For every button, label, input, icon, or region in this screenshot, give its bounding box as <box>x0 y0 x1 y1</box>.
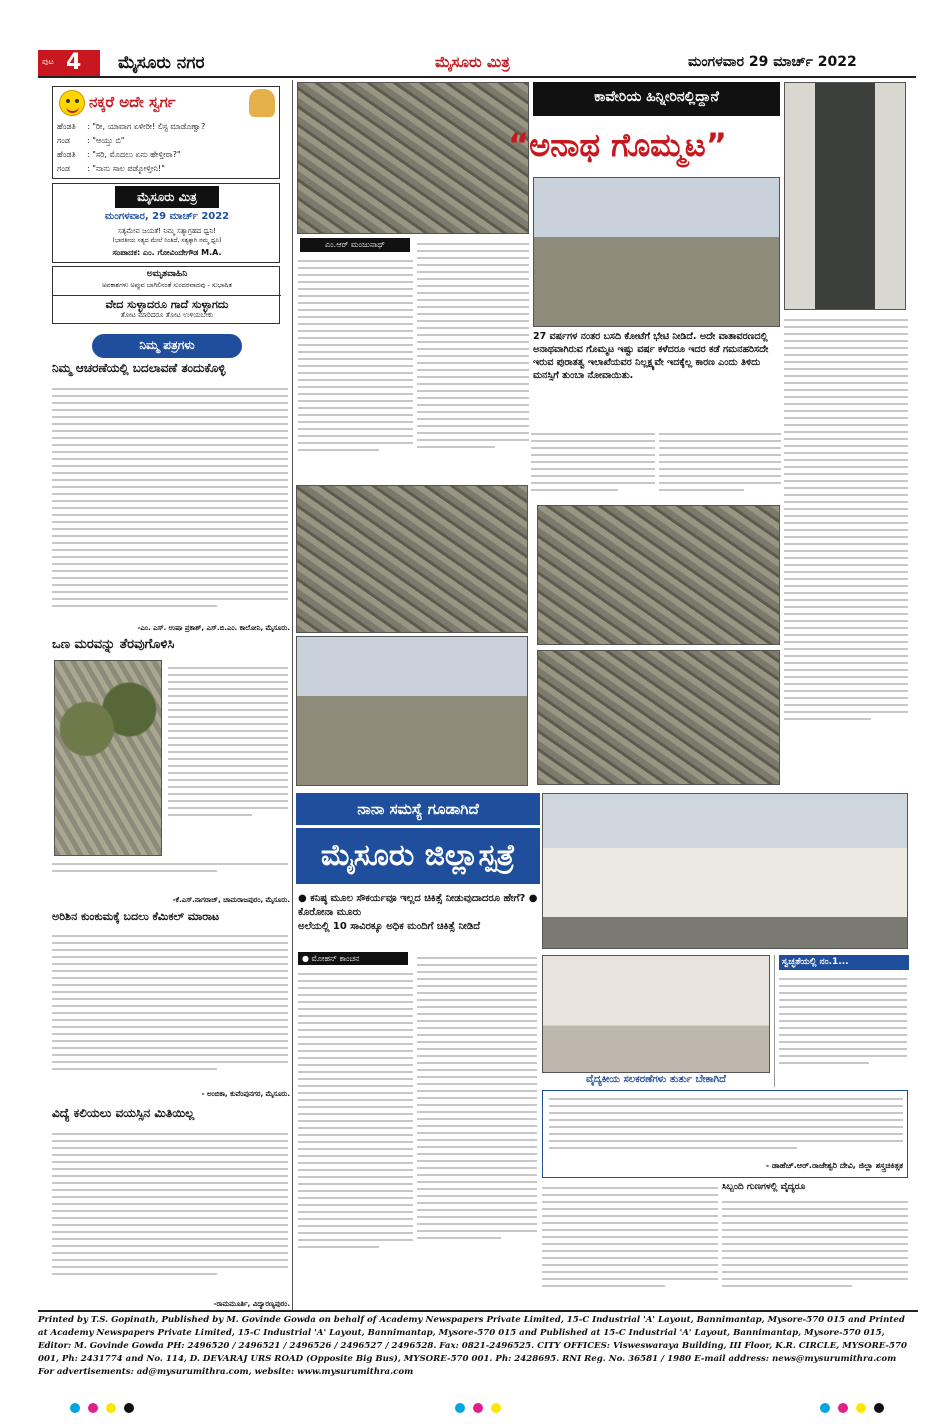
humor-line: ಗಂಡ : "ನಾನು ಸಾಲ ಪಡ್ಕೋಳ್ತೀನಿ!" <box>57 164 165 173</box>
paper-tagline-1: ಸತ್ಯಮೇವ ಜಯತೆ! ನಿಮ್ಮ ಸತ್ಯಾಗ್ರಹದ ಧ್ವನಿ! <box>117 227 217 235</box>
registration-mark <box>106 1403 116 1413</box>
registration-mark <box>473 1403 483 1413</box>
proverb-sub: ತೋಟ ಮಾರಿದರೂ ತೋಟ ಉಳಿಯಬೇಕು <box>120 311 214 319</box>
letter-2-tree-photo <box>54 660 162 856</box>
letter-2-body <box>168 662 288 834</box>
hospital-ward-photo <box>542 955 770 1073</box>
paper-editor: ಸಂಪಾದಕ: ಎಂ. ಗೋವಿಂದೇಗೌಡ M.A. <box>112 248 222 257</box>
humor-box <box>52 86 280 179</box>
doctor-quote-box <box>542 1090 908 1178</box>
letter-2-title: ಒಣ ಮರವನ್ನು ತೆರವುಗೊಳಿಸಿ <box>52 637 175 652</box>
humor-line: ಹೆಂಡತಿ : "ರೀ, ಯಾವಾಗ ಏಳೀರೀ! ಲಿಸ್ಟ ಮಾಡೊಣ್ವಾ? <box>57 122 206 131</box>
stone-mantapa-photo <box>296 636 528 786</box>
registration-mark <box>491 1403 501 1413</box>
amrutavahini-box <box>52 266 280 324</box>
paper-logo: ಮೈಸೂರು ಮಿತ್ರ <box>115 186 219 208</box>
cartoon-icon <box>249 89 275 117</box>
gommata-body-col-2 <box>417 238 529 475</box>
cleanliness-sidebar <box>774 955 908 1087</box>
basadi-pillars-photo <box>533 177 780 327</box>
letter-3-body <box>52 930 288 1090</box>
paper-date: ಮಂಗಳವಾರ, 29 ಮಾರ್ಚ್ 2022 <box>104 211 230 222</box>
hospital-building-photo <box>542 793 908 949</box>
gommata-caption: 27 ವರ್ಷಗಳ ನಂತರ ಬಸದಿ ಕೋಟೆಗೆ ಭೇಟಿ ನೀಡಿದೆ. ಅದೇ ವಾತಾವರಣದಲ್ಲಿ ಅನಾಥವಾಗಿರುವ ಗೊಮ್ಮಟ ಇಷ್ಟು ವರ್ಷ ಕಳೆದರೂ ಇದರ ಕಡೆ ಗಮನಹರಿಸದೇ ಇರುವ ಪುರಾತತ್ವ ಇಲಾಖೆಯವರ ನಿಲ್ಲಕ್ಷ್ಯವೇ ಇದಕ್ಕೆಲ್ಲ ಕಾರಣ ಎಂದು ತಿಳಿದು ಮನಸ್ಸಿಗೆ ತುಂಬಾ ನೋವಾಯಿತು. <box>533 331 769 381</box>
gommata-body-col-4 <box>659 428 781 500</box>
idol-row-photo <box>537 650 780 785</box>
page-number: 4 <box>66 50 82 75</box>
letter-4-body <box>52 1128 288 1298</box>
registration-mark <box>856 1403 866 1413</box>
hospital-byline: ● ಮೋಹನ್ ಕಾಂಚನ <box>298 952 408 965</box>
footer-rule <box>38 1310 918 1312</box>
gommata-headline: “ಅನಾಥ ಗೊಮ್ಮಟ” <box>508 126 727 164</box>
hospital-body-col-2 <box>417 952 537 1304</box>
hospital-bullet-1: ● ಕನಿಷ್ಠ ಮೂಲ ಸೌಕರ್ಯವೂ ಇಲ್ಲದ ಚಿಕಿತ್ಸೆ ನೀಡುವುದಾದರೂ ಹೇಗೆ? ● ಕೊರೋನಾ ಮೂರು <box>298 893 538 918</box>
letter-1-title: ನಿಮ್ಮ ಆಚರಣೆಯಲ್ಲಿ ಬದಲಾವಣೆ ತಂದುಕೊಳ್ಳಿ <box>52 361 226 375</box>
registration-mark <box>455 1403 465 1413</box>
registration-mark <box>838 1403 848 1413</box>
section-name: ಮೈಸೂರು ನಗರ <box>118 53 205 73</box>
hospital-kicker: ನಾನಾ ಸಮಸ್ಯೆ ಗೂಡಾಗಿದೆ <box>357 800 479 818</box>
humor-line: ಹೆಂಡತಿ : "ಸರಿ, ಮೊದಲು ಏನು ಹೇಳ್ತೀರಾ?" <box>57 150 181 159</box>
gommata-statue-photo <box>784 82 906 310</box>
letter-2-signature: -ಕೆ.ಎಸ್.ನಾಗರಾಜ್, ಚಾಮರಾಜಪುರಂ, ಮೈಸೂರು. <box>172 896 290 904</box>
gommata-body-col-5 <box>784 314 908 784</box>
registration-mark <box>874 1403 884 1413</box>
page-label: ಪುಟ <box>42 57 54 66</box>
scattered-ruins-photo <box>537 505 780 645</box>
letter-1-signature: -ಎಂ. ಎಸ್. ಉಷಾ ಪ್ರಕಾಶ್, ಎಸ್.ಬಿ.ಎಂ. ಕಾಲೋನಿ, ಮೈಸೂರು. <box>137 624 290 632</box>
humor-line: ಗಂಡ : "ಆಯ್ತು ಬಿ" <box>57 136 125 145</box>
doctor-quote-text <box>549 1093 903 1157</box>
paper-info-box <box>52 183 280 263</box>
page-number-box <box>38 50 100 76</box>
humor-dialogue <box>57 120 277 176</box>
letter-1-body <box>52 383 288 621</box>
hospital-body-col-1 <box>298 968 413 1304</box>
amrutavahini-quote: ಅವಕಾಶಗಳು ಅಪ್ಪುವ ಬಾಗಿಲಿನಂತೆ ಸುಂದರವಾದವು - ಸುಭಾಷಿತ <box>101 281 233 289</box>
hospital-body-col-3 <box>542 1182 718 1304</box>
registration-mark <box>124 1403 134 1413</box>
hospital-bullet-2: ಅಲೆಯಲ್ಲಿ 10 ಸಾವಿರಕ್ಕೂ ಅಧಿಕ ಮಂದಿಗೆ ಚಿಕಿತ್ಸೆ ನೀಡಿದೆ <box>298 921 481 932</box>
paper-name: ಮೈಸೂರು ಮಿತ್ರ <box>435 53 510 71</box>
letter-3-signature: - ಅಂಬಿಕಾ, ಕುವೆಂಪುನಗರ, ಮೈಸೂರು. <box>201 1090 290 1098</box>
letter-3-title: ಅರಿಶಿನ ಕುಂಕುಮಕ್ಕೆ ಬದಲು ಕೆಮಿಕಲ್ ಮಾರಾಟ <box>52 910 220 923</box>
issue-date: ಮಂಗಳವಾರ 29 ಮಾರ್ಚ್ 2022 <box>688 54 857 70</box>
gommata-kicker: ಕಾವೇರಿಯ ಹಿನ್ನೀರಿನಲ್ಲಿದ್ದಾನೆ <box>594 89 719 105</box>
humor-title: ನಕ್ಕರೆ ಅದೇ ಸ್ವರ್ಗ <box>89 93 176 111</box>
smiley-icon <box>59 90 85 116</box>
letters-banner: ನಿಮ್ಮ ಪತ್ರಗಳು <box>92 334 242 358</box>
hospital-headline: ಮೈಸೂರು ಜಿಲ್ಲಾಸ್ಪತ್ರೆ <box>296 828 540 884</box>
letter-2-body-cont <box>52 858 288 890</box>
hospital-subhead: ಸಿಬ್ಬಂದಿ ಗುಣಗಳಲ್ಲಿ ವೈದ್ಯರೂ <box>722 1182 806 1192</box>
amrutavahini-title: ಅಮೃತವಾಹಿನಿ <box>146 269 188 279</box>
letter-4-title: ವಿದ್ಯೆ ಕಲಿಯಲು ವಯಸ್ಸಿನ ಮಿತಿಯಿಲ್ಲ <box>52 1106 195 1120</box>
registration-mark <box>88 1403 98 1413</box>
gommata-kicker-bar <box>533 82 780 116</box>
cleanliness-text <box>779 973 907 1085</box>
ward-photo-caption: ವೈದ್ಯಕೀಯ ಸಲಕರಣೆಗಳು ತುರ್ತು ಬೇಕಾಗಿದೆ <box>586 1074 726 1085</box>
registration-mark <box>820 1403 830 1413</box>
footer-imprint: Printed by T.S. Gopinath, Published by M. Govinde Gowda on behalf of Academy Newspapers Private Limited, 15-C Industrial 'A' Layout, Bannimantap, Mysore-570 015 and Printed at Academy Newspapers Private Limited, 15-C Industrial 'A' Layout, Bannimantap, Mysore-570 015 and Published at 15-C Industrial 'A' Layout, Bannimantap, Mysore-570 015, Editor: M. Govinde Gowda PH: 2496520 / 2496521 / 2496526 / 2496527 / 2496528. Fax: 0821-2496525. CITY OFFICES: Visweswaraya Building, III Floor, K.R. CIRCLE, MYSORE-570 001, Ph: 2431774 and No. 114, D. DEVARAJ URS ROAD (Opposite Big Bus), MYSORE-570 001. Ph: 2428695. RNI Reg. No. 36581 / 1980 E-mail address: news@mysurumithra.com For advertisements: ad@mysurumithra.com, website: www.mysurumithra.com <box>38 1315 907 1377</box>
gommata-body-col-1 <box>298 255 413 475</box>
column-divider <box>292 80 293 1310</box>
gommata-body-col-3 <box>531 428 655 500</box>
doctor-quote-signature: - ಡಾಹೆಚ್.ಆರ್.ರಾಜೇಶ್ವರಿ ದೇವಿ, ಜಿಲ್ಲಾ ಶಸ್ತ್ರಚಿಕಿತ್ಸಕ <box>765 1161 903 1170</box>
hospital-kicker-bar <box>296 793 540 825</box>
hospital-body-col-4 <box>722 1196 908 1304</box>
gommata-byline: ಎಂ.ಆರ್ ಮಂಜುನಾಥ್ <box>300 238 410 252</box>
proverb: ವೇದ ಸುಳ್ಳಾದರೂ ಗಾದೆ ಸುಳ್ಳಾಗದು <box>53 295 281 312</box>
paper-tagline-2: (ಭಾರತೀಯ ಸತ್ಯದ ಮೇಲೆ ನಿಂತಿದೆ, ಸತ್ಯಕ್ಕಾಗಿ ನಮ್ಮ ಧ್ವನಿ) <box>112 237 222 244</box>
letter-4-signature: -ರಾಮಮೂರ್ತಿ, ವಿದ್ಯಾರಣ್ಯಪುರಂ. <box>213 1300 290 1308</box>
cleanliness-title: ಸ್ವಚ್ಛತೆಯಲ್ಲಿ ನಂ.1... <box>779 955 909 970</box>
registration-mark <box>70 1403 80 1413</box>
masthead <box>38 50 916 78</box>
jain-sculpture-photo <box>296 485 528 633</box>
